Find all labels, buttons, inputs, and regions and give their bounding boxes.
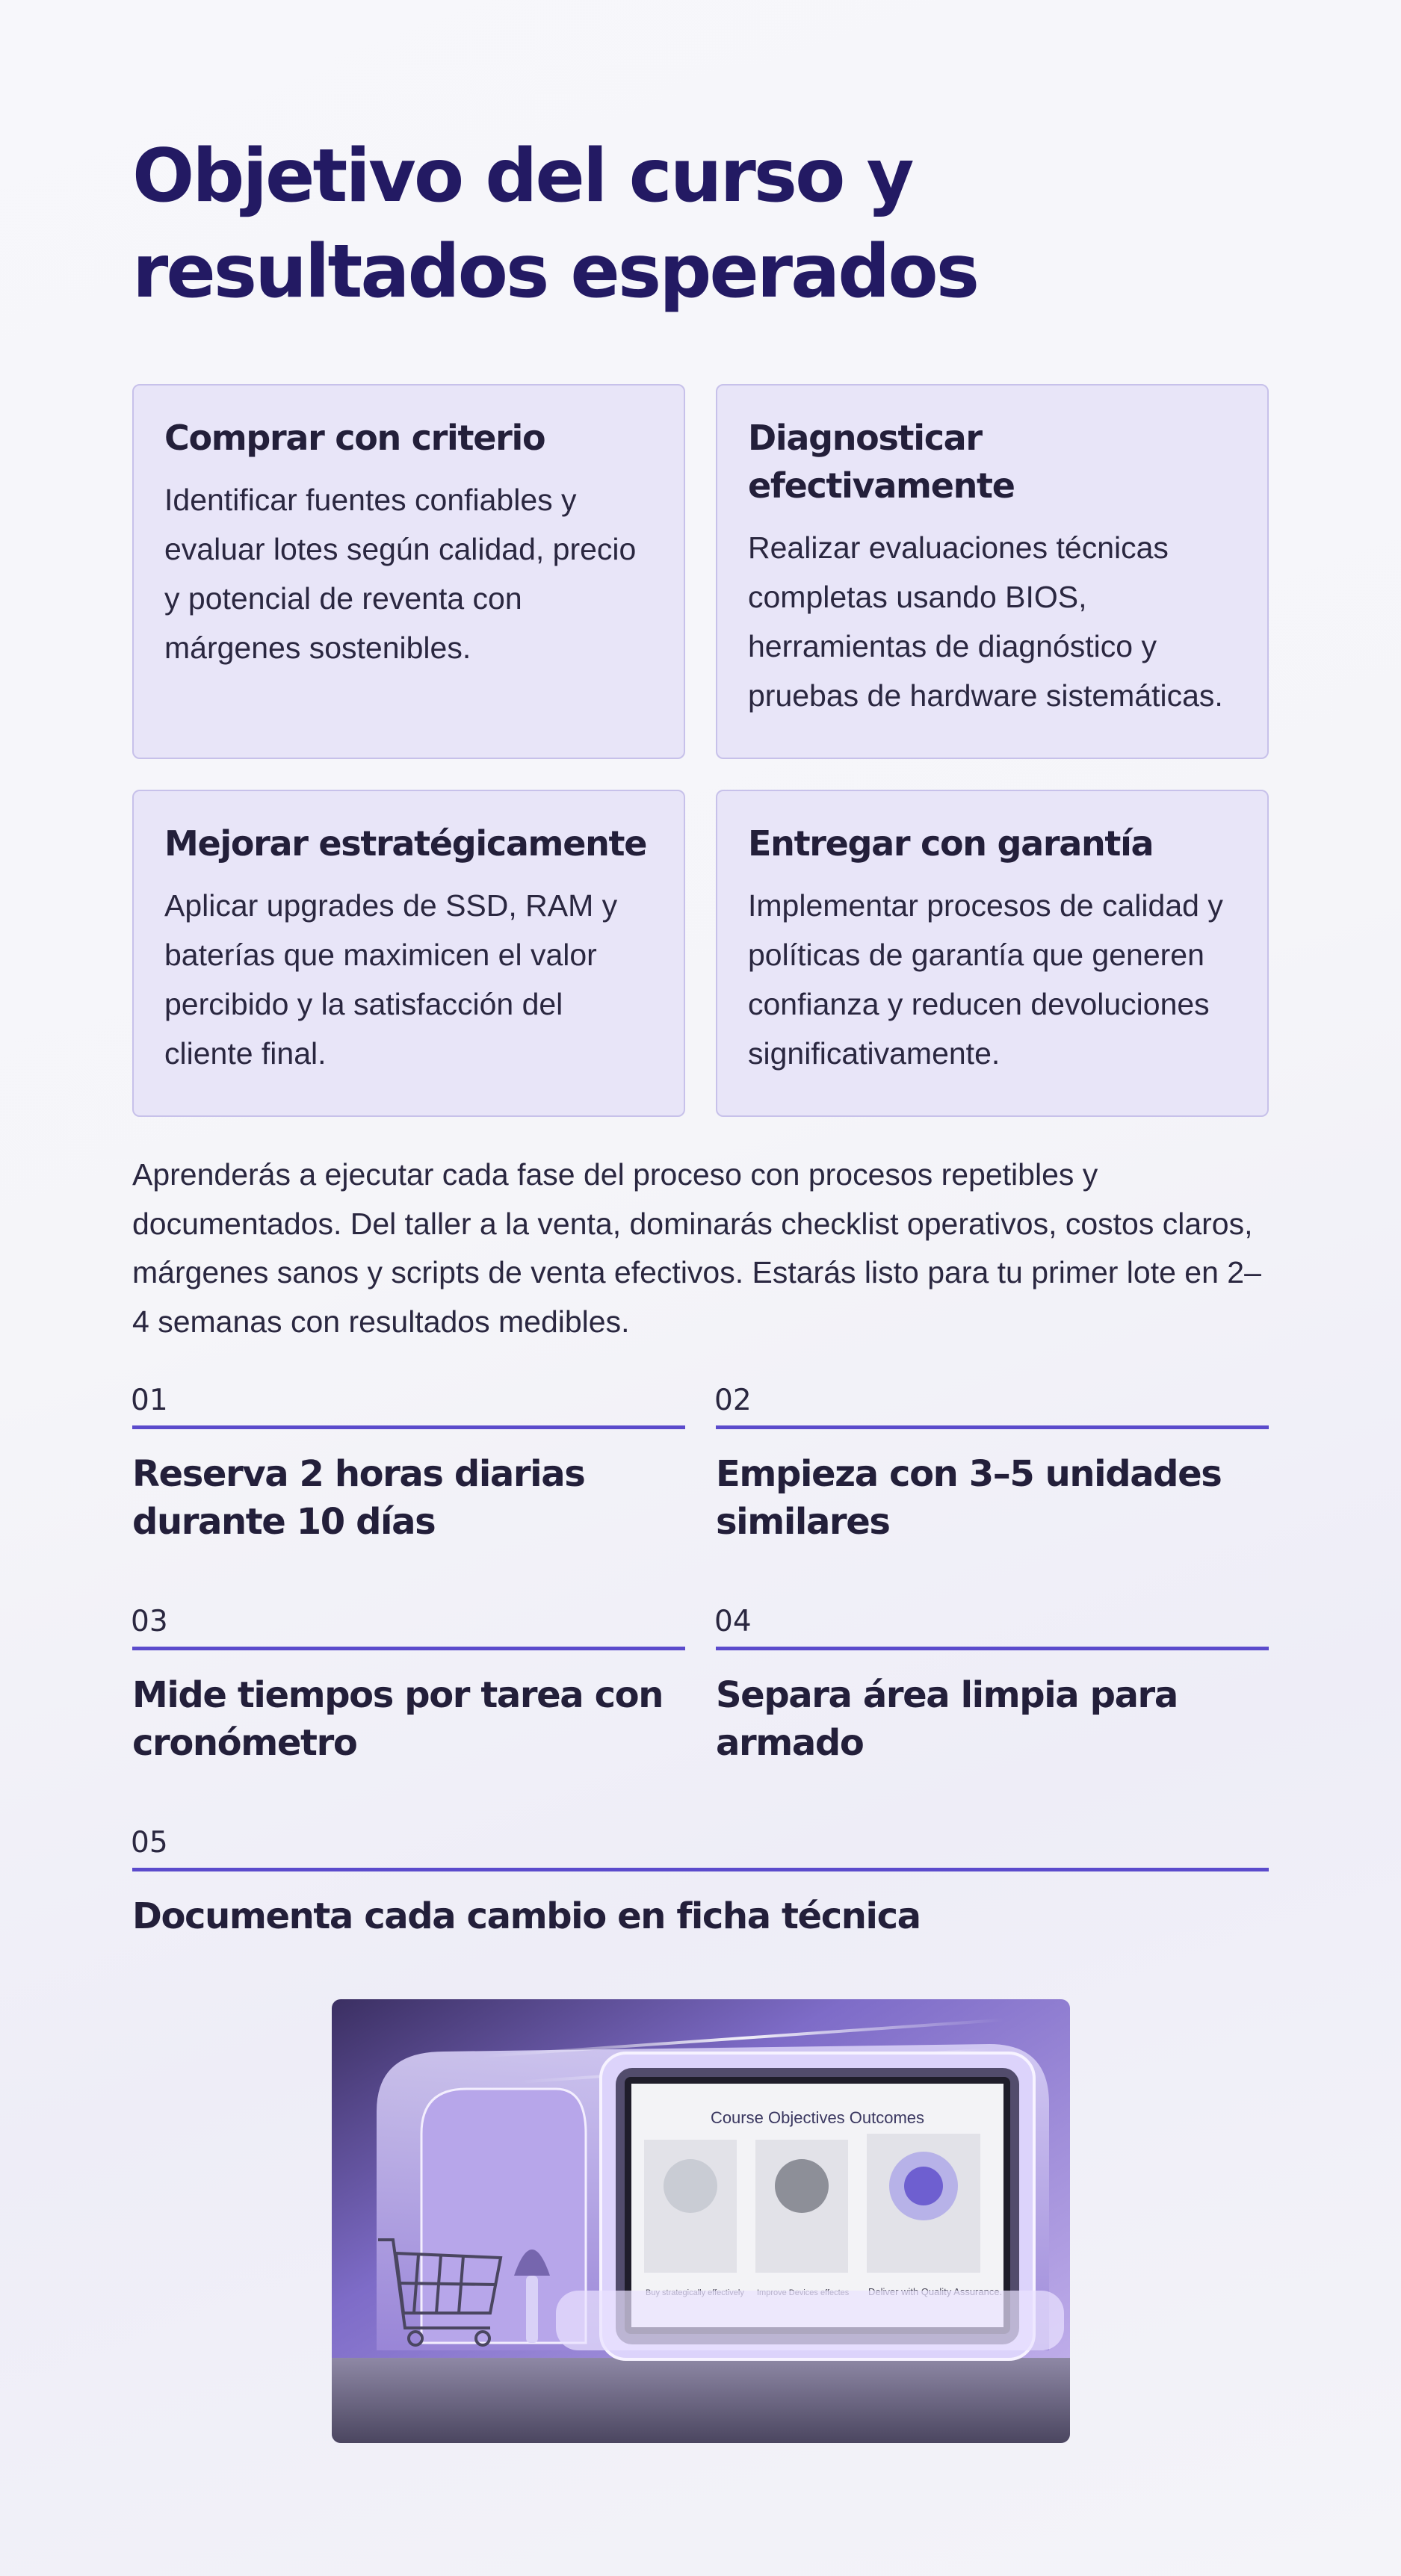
card-title: Diagnosticar efectivamente bbox=[748, 418, 1015, 506]
step-divider bbox=[716, 1425, 1269, 1429]
card-text: Aplicar upgrades de SSD, RAM y baterías que maximicen el valor percibido y la satisfacción del cliente final. bbox=[164, 888, 618, 1071]
card-text: Realizar evaluaciones técnicas completas usando BIOS, herramientas de diagnóstico y pruebas de hardware sistemáticas. bbox=[748, 530, 1223, 713]
course-objectives-illustration bbox=[332, 1999, 1070, 2443]
objective-card-deliver bbox=[716, 790, 1269, 1117]
intro-paragraph: Aprenderás a ejecutar cada fase del proceso con procesos repetibles y documentados. Del taller a la venta, dominarás checklist operativos, costos claros, márgenes sanos y scripts de venta efectivos. Estarás listo para tu primer lote en 2–4 semanas con resultados medibles. bbox=[132, 1157, 1261, 1339]
step-divider bbox=[716, 1647, 1269, 1650]
page-title: Objetivo del curso y resultados esperados bbox=[132, 134, 978, 315]
objective-card-buy bbox=[132, 384, 685, 759]
objective-card-improve bbox=[132, 790, 685, 1117]
card-text: Implementar procesos de calidad y políticas de garantía que generen confianza y reducen devoluciones significativamente. bbox=[748, 888, 1223, 1071]
step-number: 05 bbox=[131, 1826, 168, 1860]
step-number: 01 bbox=[131, 1384, 168, 1417]
step-divider bbox=[132, 1425, 685, 1429]
illustration-svg bbox=[332, 1999, 1070, 2443]
screen-title: Course Objectives Outcomes bbox=[710, 2108, 925, 2127]
step-item-01 bbox=[132, 1382, 685, 1546]
step-text: Mide tiempos por tarea con cronómetro bbox=[132, 1674, 664, 1764]
step-item-02 bbox=[716, 1382, 1269, 1546]
card-text: Identificar fuentes confiables y evaluar lotes según calidad, precio y potencial de reventa con márgenes sostenibles. bbox=[164, 483, 637, 665]
step-number: 04 bbox=[714, 1605, 752, 1638]
step-item-04 bbox=[716, 1603, 1269, 1767]
step-text: Empieza con 3–5 unidades similares bbox=[716, 1453, 1222, 1543]
step-item-03 bbox=[132, 1603, 685, 1767]
card-title: Entregar con garantía bbox=[748, 823, 1154, 864]
step-number: 02 bbox=[714, 1384, 752, 1417]
step-text: Documenta cada cambio en ficha técnica bbox=[132, 1895, 921, 1937]
card-title: Comprar con criterio bbox=[164, 418, 545, 458]
step-number: 03 bbox=[131, 1605, 168, 1638]
step-text: Separa área limpia para armado bbox=[716, 1674, 1178, 1764]
step-text: Reserva 2 horas diarias durante 10 días bbox=[132, 1453, 585, 1543]
objective-card-diagnose bbox=[716, 384, 1269, 759]
step-divider bbox=[132, 1868, 1269, 1871]
step-item-05 bbox=[132, 1824, 1269, 1940]
step-divider bbox=[132, 1647, 685, 1650]
card-title: Mejorar estratégicamente bbox=[164, 823, 647, 864]
